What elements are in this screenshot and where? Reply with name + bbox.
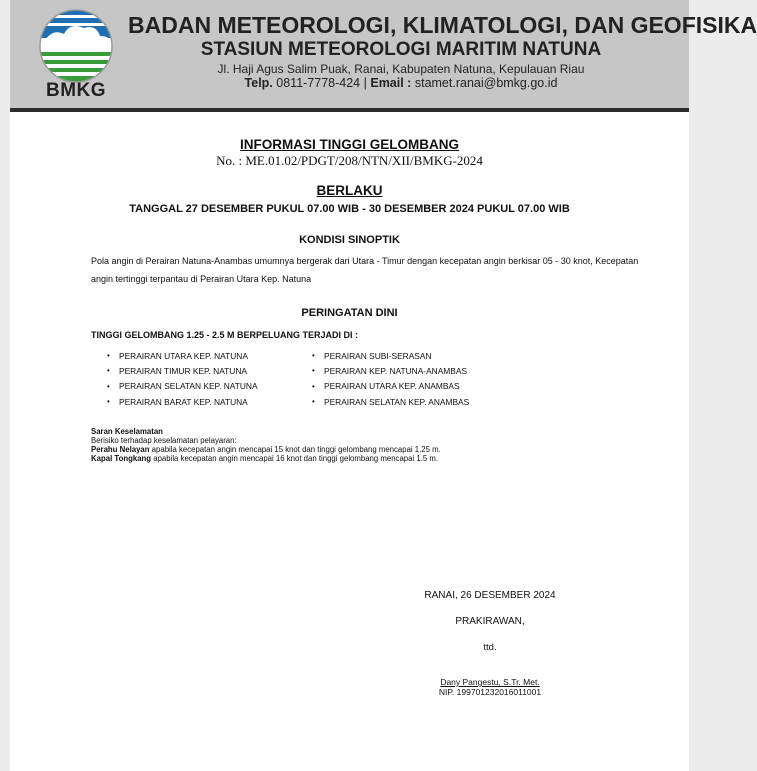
safety-line-kapal bbox=[91, 454, 441, 463]
document-page bbox=[10, 0, 757, 771]
safety-advice bbox=[91, 427, 441, 463]
bullet-icon: • bbox=[107, 366, 110, 376]
area-name: PERAIRAN UTARA KEP. ANAMBAS bbox=[324, 381, 460, 392]
area-name: PERAIRAN SELATAN KEP. ANAMBAS bbox=[324, 396, 470, 407]
email-address: stamet.ranai@bmkg.go.id bbox=[414, 76, 558, 90]
signature-place-date: RANAI, 26 DESEMBER 2024 bbox=[424, 590, 556, 601]
bmkg-logo bbox=[36, 6, 116, 104]
warning-heading: PERINGATAN DINI bbox=[301, 307, 398, 319]
list-item bbox=[312, 394, 469, 409]
bmkg-emblem-icon bbox=[38, 8, 114, 84]
signatory-name: Dany Pangestu, S.Tr. Met. bbox=[440, 677, 540, 687]
list-item bbox=[107, 379, 258, 394]
bullet-icon: • bbox=[312, 351, 315, 361]
list-item bbox=[107, 348, 258, 363]
area-name: PERAIRAN TIMUR KEP. NATUNA bbox=[119, 365, 247, 376]
perahu-text: apabila kecepatan angin mencapai 15 knot dan tinggi gelombang mencapai 1.25 m. bbox=[149, 445, 441, 454]
bullet-icon: • bbox=[107, 381, 110, 391]
safety-line-perahu bbox=[91, 445, 441, 454]
warning-list-right bbox=[312, 348, 469, 409]
contact-line bbox=[128, 76, 674, 90]
document-number: No. : ME.01.02/PDGT/208/NTN/XII/BMKG-2024 bbox=[216, 153, 483, 168]
signature-role: PRAKIRAWAN, bbox=[455, 616, 525, 627]
bullet-icon: • bbox=[312, 381, 315, 391]
list-item bbox=[312, 379, 469, 394]
validity-heading: BERLAKU bbox=[316, 183, 383, 198]
area-name: PERAIRAN SELATAN KEP. NATUNA bbox=[119, 381, 258, 392]
signatory-nip: NIP. 199701232016011001 bbox=[438, 687, 542, 697]
area-name: PERAIRAN BARAT KEP. NATUNA bbox=[119, 396, 248, 407]
letterhead bbox=[10, 0, 757, 112]
contact-separator: | bbox=[363, 76, 367, 90]
kapal-label: Kapal Tongkang bbox=[91, 454, 152, 463]
kapal-text: apabila kecepatan angin mencapai 16 knot dan tinggi gelombang mencapai 1.5 m. bbox=[151, 454, 439, 463]
area-name: PERAIRAN SUBI-SERASAN bbox=[324, 350, 432, 361]
logo-wordmark: BMKG bbox=[45, 80, 107, 101]
safety-heading: Saran Keselamatan bbox=[91, 427, 163, 436]
phone-label: Telp. bbox=[244, 76, 273, 90]
list-item bbox=[107, 394, 258, 409]
wave-height-subheading: TINGGI GELOMBANG 1.25 - 2.5 M BERPELUANG TERJADI DI : bbox=[91, 330, 359, 340]
phone-number: 0811-7778-424 bbox=[276, 76, 361, 90]
area-name: PERAIRAN UTARA KEP. NATUNA bbox=[119, 350, 248, 361]
list-item bbox=[312, 348, 469, 363]
perahu-label: Perahu Nelayan bbox=[91, 445, 150, 454]
safety-intro: Berisiko terhadap keselamatan pelayaran: bbox=[91, 436, 237, 445]
station-address: Jl. Haji Agus Salim Puak, Ranai, Kabupaten Natuna, Kepulauan Riau bbox=[217, 62, 585, 76]
bullet-icon: • bbox=[312, 366, 315, 376]
email-label: Email : bbox=[370, 76, 412, 90]
bullet-icon: • bbox=[107, 351, 110, 361]
bullet-icon: • bbox=[312, 397, 315, 407]
synoptic-heading: KONDISI SINOPTIK bbox=[299, 234, 400, 246]
list-item bbox=[107, 363, 258, 378]
area-name: PERAIRAN KEP. NATUNA-ANAMBAS bbox=[324, 365, 468, 376]
signature-ttd: ttd. bbox=[483, 642, 497, 653]
document-title: INFORMASI TINGGI GELOMBANG bbox=[240, 137, 459, 152]
agency-title: BADAN METEOROLOGI, KLIMATOLOGI, DAN GEOFISIKA bbox=[128, 12, 757, 38]
bullet-icon: • bbox=[107, 397, 110, 407]
synoptic-text: Pola angin di Perairan Natuna-Anambas umumnya bergerak dari Utara - Timur dengan kecepatan angin berkisar 05 - 30 knot, Kecepatan angin tertinggi terpantau di Perairan Utara Kep. Natuna bbox=[91, 256, 639, 284]
warning-list-left bbox=[107, 348, 258, 409]
station-name: STASIUN METEOROLOGI MARITIM NATUNA bbox=[200, 39, 602, 60]
list-item bbox=[312, 363, 469, 378]
validity-period: TANGGAL 27 DESEMBER PUKUL 07.00 WIB - 30 DESEMBER 2024 PUKUL 07.00 WIB bbox=[129, 203, 570, 215]
